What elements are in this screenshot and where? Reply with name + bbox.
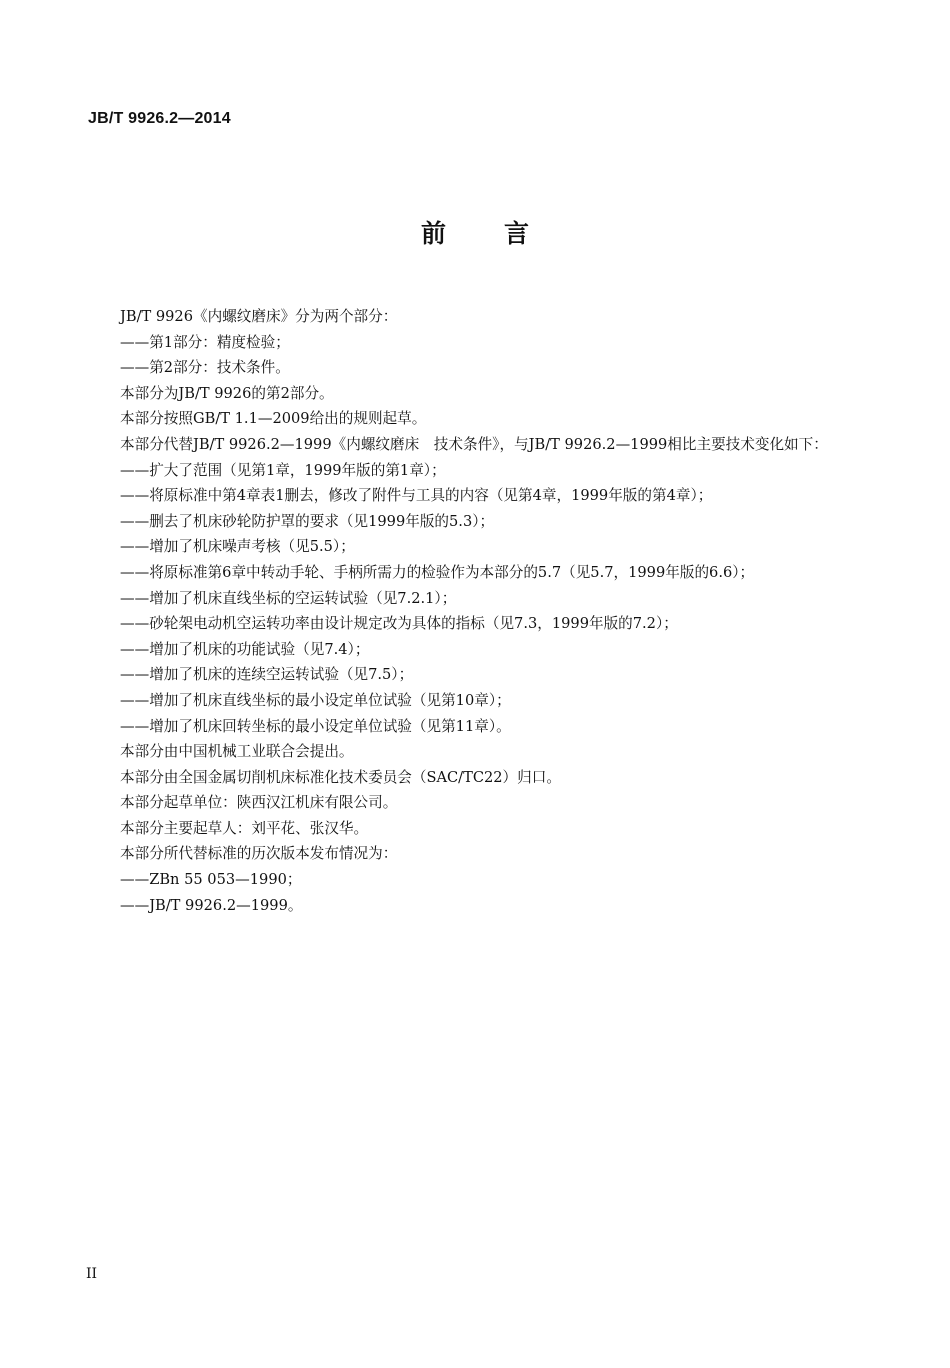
foreword-body xyxy=(89,304,851,918)
list-item: ——将原标准中第4章表1删去，修改了附件与工具的内容（见第4章，1999年版的第4章）； xyxy=(120,487,713,505)
paragraph: 本部分按照GB/T 1.1—2009给出的规则起草。 xyxy=(120,410,427,428)
paragraph: 本部分由中国机械工业联合会提出。 xyxy=(120,743,354,761)
list-item: ——第2部分：技术条件。 xyxy=(120,359,290,377)
list-item: ——第1部分：精度检验； xyxy=(120,333,290,351)
page-title: 前言 xyxy=(420,219,587,248)
list-item: ——删去了机床砂轮防护罩的要求（见1999年版的5.3）； xyxy=(120,512,495,530)
list-item: ——增加了机床直线坐标的空运转试验（见7.2.1）； xyxy=(120,589,457,607)
page-number: II xyxy=(86,1266,98,1282)
list-item: ——增加了机床噪声考核（见5.5）； xyxy=(120,538,355,556)
list-item: ——扩大了范围（见第1章，1999年版的第1章）； xyxy=(120,461,446,479)
paragraph: 本部分代替JB/T 9926.2—1999《内螺纹磨床 技术条件》，与JB/T 9926.2—1999相比主要技术变化如下： xyxy=(120,435,828,453)
standard-code: JB/T 9926.2—2014 xyxy=(88,110,231,127)
list-item: ——JB/T 9926.2—1999。 xyxy=(120,896,303,914)
paragraph: 本部分由全国金属切削机床标准化技术委员会（SAC/TC22）归口。 xyxy=(120,768,561,786)
paragraph: JB/T 9926《内螺纹磨床》分为两个部分： xyxy=(120,308,398,325)
list-item: ——增加了机床回转坐标的最小设定单位试验（见第11章）。 xyxy=(120,717,511,735)
list-item: ——增加了机床的功能试验（见7.4）； xyxy=(120,640,370,658)
paragraph: 本部分为JB/T 9926的第2部分。 xyxy=(120,384,334,402)
list-item: ——砂轮架电动机空运转功率由设计规定改为具体的指标（见7.3，1999年版的7.2）； xyxy=(120,615,678,633)
list-item: ——将原标准第6章中转动手轮、手柄所需力的检验作为本部分的5.7（见5.7，1999年版的6.6）； xyxy=(120,563,755,581)
paragraph: 本部分起草单位：陕西汉江机床有限公司。 xyxy=(120,794,398,812)
list-item: ——ZBn 55 053—1990； xyxy=(120,871,302,889)
list-item: ——增加了机床的连续空运转试验（见7.5）； xyxy=(120,666,414,684)
paragraph: 本部分所代替标准的历次版本发布情况为： xyxy=(120,845,398,863)
list-item: ——增加了机床直线坐标的最小设定单位试验（见第10章）； xyxy=(120,691,511,709)
paragraph: 本部分主要起草人：刘平花、张汉华。 xyxy=(120,819,369,837)
